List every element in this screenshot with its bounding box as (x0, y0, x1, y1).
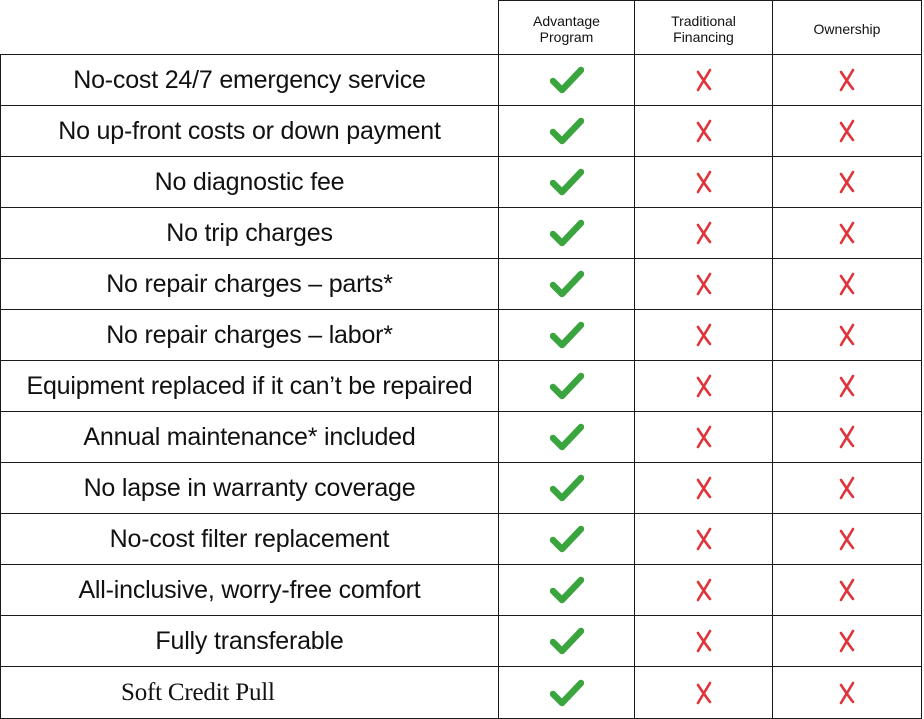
table-row (1, 667, 922, 719)
header-advantage-line1: Advantage (533, 12, 600, 29)
x-mark-icon (694, 323, 714, 347)
cell-ownership (773, 361, 922, 412)
cell-advantage (499, 55, 635, 106)
check-icon (550, 321, 584, 349)
x-mark-icon (694, 527, 714, 551)
cell-traditional (635, 565, 773, 616)
cell-advantage (499, 361, 635, 412)
cell-ownership (773, 514, 922, 565)
x-mark-icon (837, 272, 857, 296)
cell-ownership (773, 157, 922, 208)
check-icon (550, 219, 584, 247)
table-row (1, 55, 922, 106)
x-mark-icon (837, 476, 857, 500)
x-mark-icon (837, 170, 857, 194)
x-mark-icon (694, 476, 714, 500)
x-mark-icon (837, 681, 857, 705)
cell-ownership (773, 412, 922, 463)
check-icon (550, 168, 584, 196)
feature-label: No repair charges – labor* (1, 310, 499, 361)
cell-traditional (635, 55, 773, 106)
feature-label: No-cost 24/7 emergency service (1, 55, 499, 106)
cell-advantage (499, 616, 635, 667)
cell-traditional (635, 259, 773, 310)
check-icon (550, 423, 584, 451)
x-mark-icon (694, 170, 714, 194)
cell-advantage (499, 310, 635, 361)
table-row (1, 361, 922, 412)
cell-advantage (499, 667, 635, 719)
check-icon (550, 525, 584, 553)
header-ownership-line1: Ownership (813, 20, 881, 37)
header-row (1, 1, 922, 55)
cell-traditional (635, 310, 773, 361)
table-row (1, 208, 922, 259)
table-row (1, 310, 922, 361)
cell-ownership (773, 616, 922, 667)
cell-ownership (773, 565, 922, 616)
header-blank-cell (1, 1, 499, 55)
cell-traditional (635, 667, 773, 719)
x-mark-icon (694, 272, 714, 296)
table-body (1, 55, 922, 719)
cell-ownership (773, 463, 922, 514)
cell-ownership (773, 259, 922, 310)
cell-advantage (499, 208, 635, 259)
x-mark-icon (837, 629, 857, 653)
check-icon (550, 679, 584, 707)
x-mark-icon (837, 221, 857, 245)
table-row (1, 157, 922, 208)
cell-ownership (773, 208, 922, 259)
cell-traditional (635, 208, 773, 259)
feature-label: Equipment replaced if it can’t be repaired (1, 361, 499, 412)
cell-traditional (635, 361, 773, 412)
cell-traditional (635, 463, 773, 514)
cell-ownership (773, 310, 922, 361)
cell-advantage (499, 412, 635, 463)
table-row (1, 106, 922, 157)
header-traditional-line2: Financing (673, 28, 734, 45)
feature-label: Annual maintenance* included (1, 412, 499, 463)
table-row (1, 259, 922, 310)
cell-advantage (499, 514, 635, 565)
cell-advantage (499, 106, 635, 157)
table-row (1, 412, 922, 463)
x-mark-icon (694, 68, 714, 92)
check-icon (550, 576, 584, 604)
check-icon (550, 372, 584, 400)
cell-ownership (773, 55, 922, 106)
header-advantage-line2: Program (539, 28, 594, 45)
table-row (1, 463, 922, 514)
header-ownership (773, 1, 922, 55)
x-mark-icon (694, 578, 714, 602)
cell-traditional (635, 157, 773, 208)
feature-label: No diagnostic fee (1, 157, 499, 208)
cell-advantage (499, 565, 635, 616)
feature-label: No lapse in warranty coverage (1, 463, 499, 514)
table-row (1, 616, 922, 667)
x-mark-icon (694, 119, 714, 143)
cell-traditional (635, 616, 773, 667)
cell-advantage (499, 463, 635, 514)
cell-traditional (635, 412, 773, 463)
cell-traditional (635, 106, 773, 157)
x-mark-icon (694, 425, 714, 449)
table-row (1, 514, 922, 565)
x-mark-icon (837, 68, 857, 92)
header-traditional-financing (635, 1, 773, 55)
cell-traditional (635, 514, 773, 565)
x-mark-icon (837, 425, 857, 449)
check-icon (550, 117, 584, 145)
x-mark-icon (694, 681, 714, 705)
x-mark-icon (837, 578, 857, 602)
feature-label: All-inclusive, worry-free comfort (1, 565, 499, 616)
x-mark-icon (837, 527, 857, 551)
cell-advantage (499, 259, 635, 310)
x-mark-icon (837, 323, 857, 347)
feature-label: Fully transferable (1, 616, 499, 667)
check-icon (550, 474, 584, 502)
feature-label: Soft Credit Pull (1, 667, 499, 719)
feature-label: No repair charges – parts* (1, 259, 499, 310)
header-advantage-program (499, 1, 635, 55)
x-mark-icon (694, 374, 714, 398)
feature-label: No-cost filter replacement (1, 514, 499, 565)
check-icon (550, 270, 584, 298)
cell-ownership (773, 106, 922, 157)
x-mark-icon (837, 374, 857, 398)
cell-advantage (499, 157, 635, 208)
feature-label: No up-front costs or down payment (1, 106, 499, 157)
table-row (1, 565, 922, 616)
check-icon (550, 627, 584, 655)
x-mark-icon (837, 119, 857, 143)
cell-ownership (773, 667, 922, 719)
feature-label: No trip charges (1, 208, 499, 259)
x-mark-icon (694, 221, 714, 245)
header-traditional-line1: Traditional (671, 12, 736, 29)
check-icon (550, 66, 584, 94)
x-mark-icon (694, 629, 714, 653)
